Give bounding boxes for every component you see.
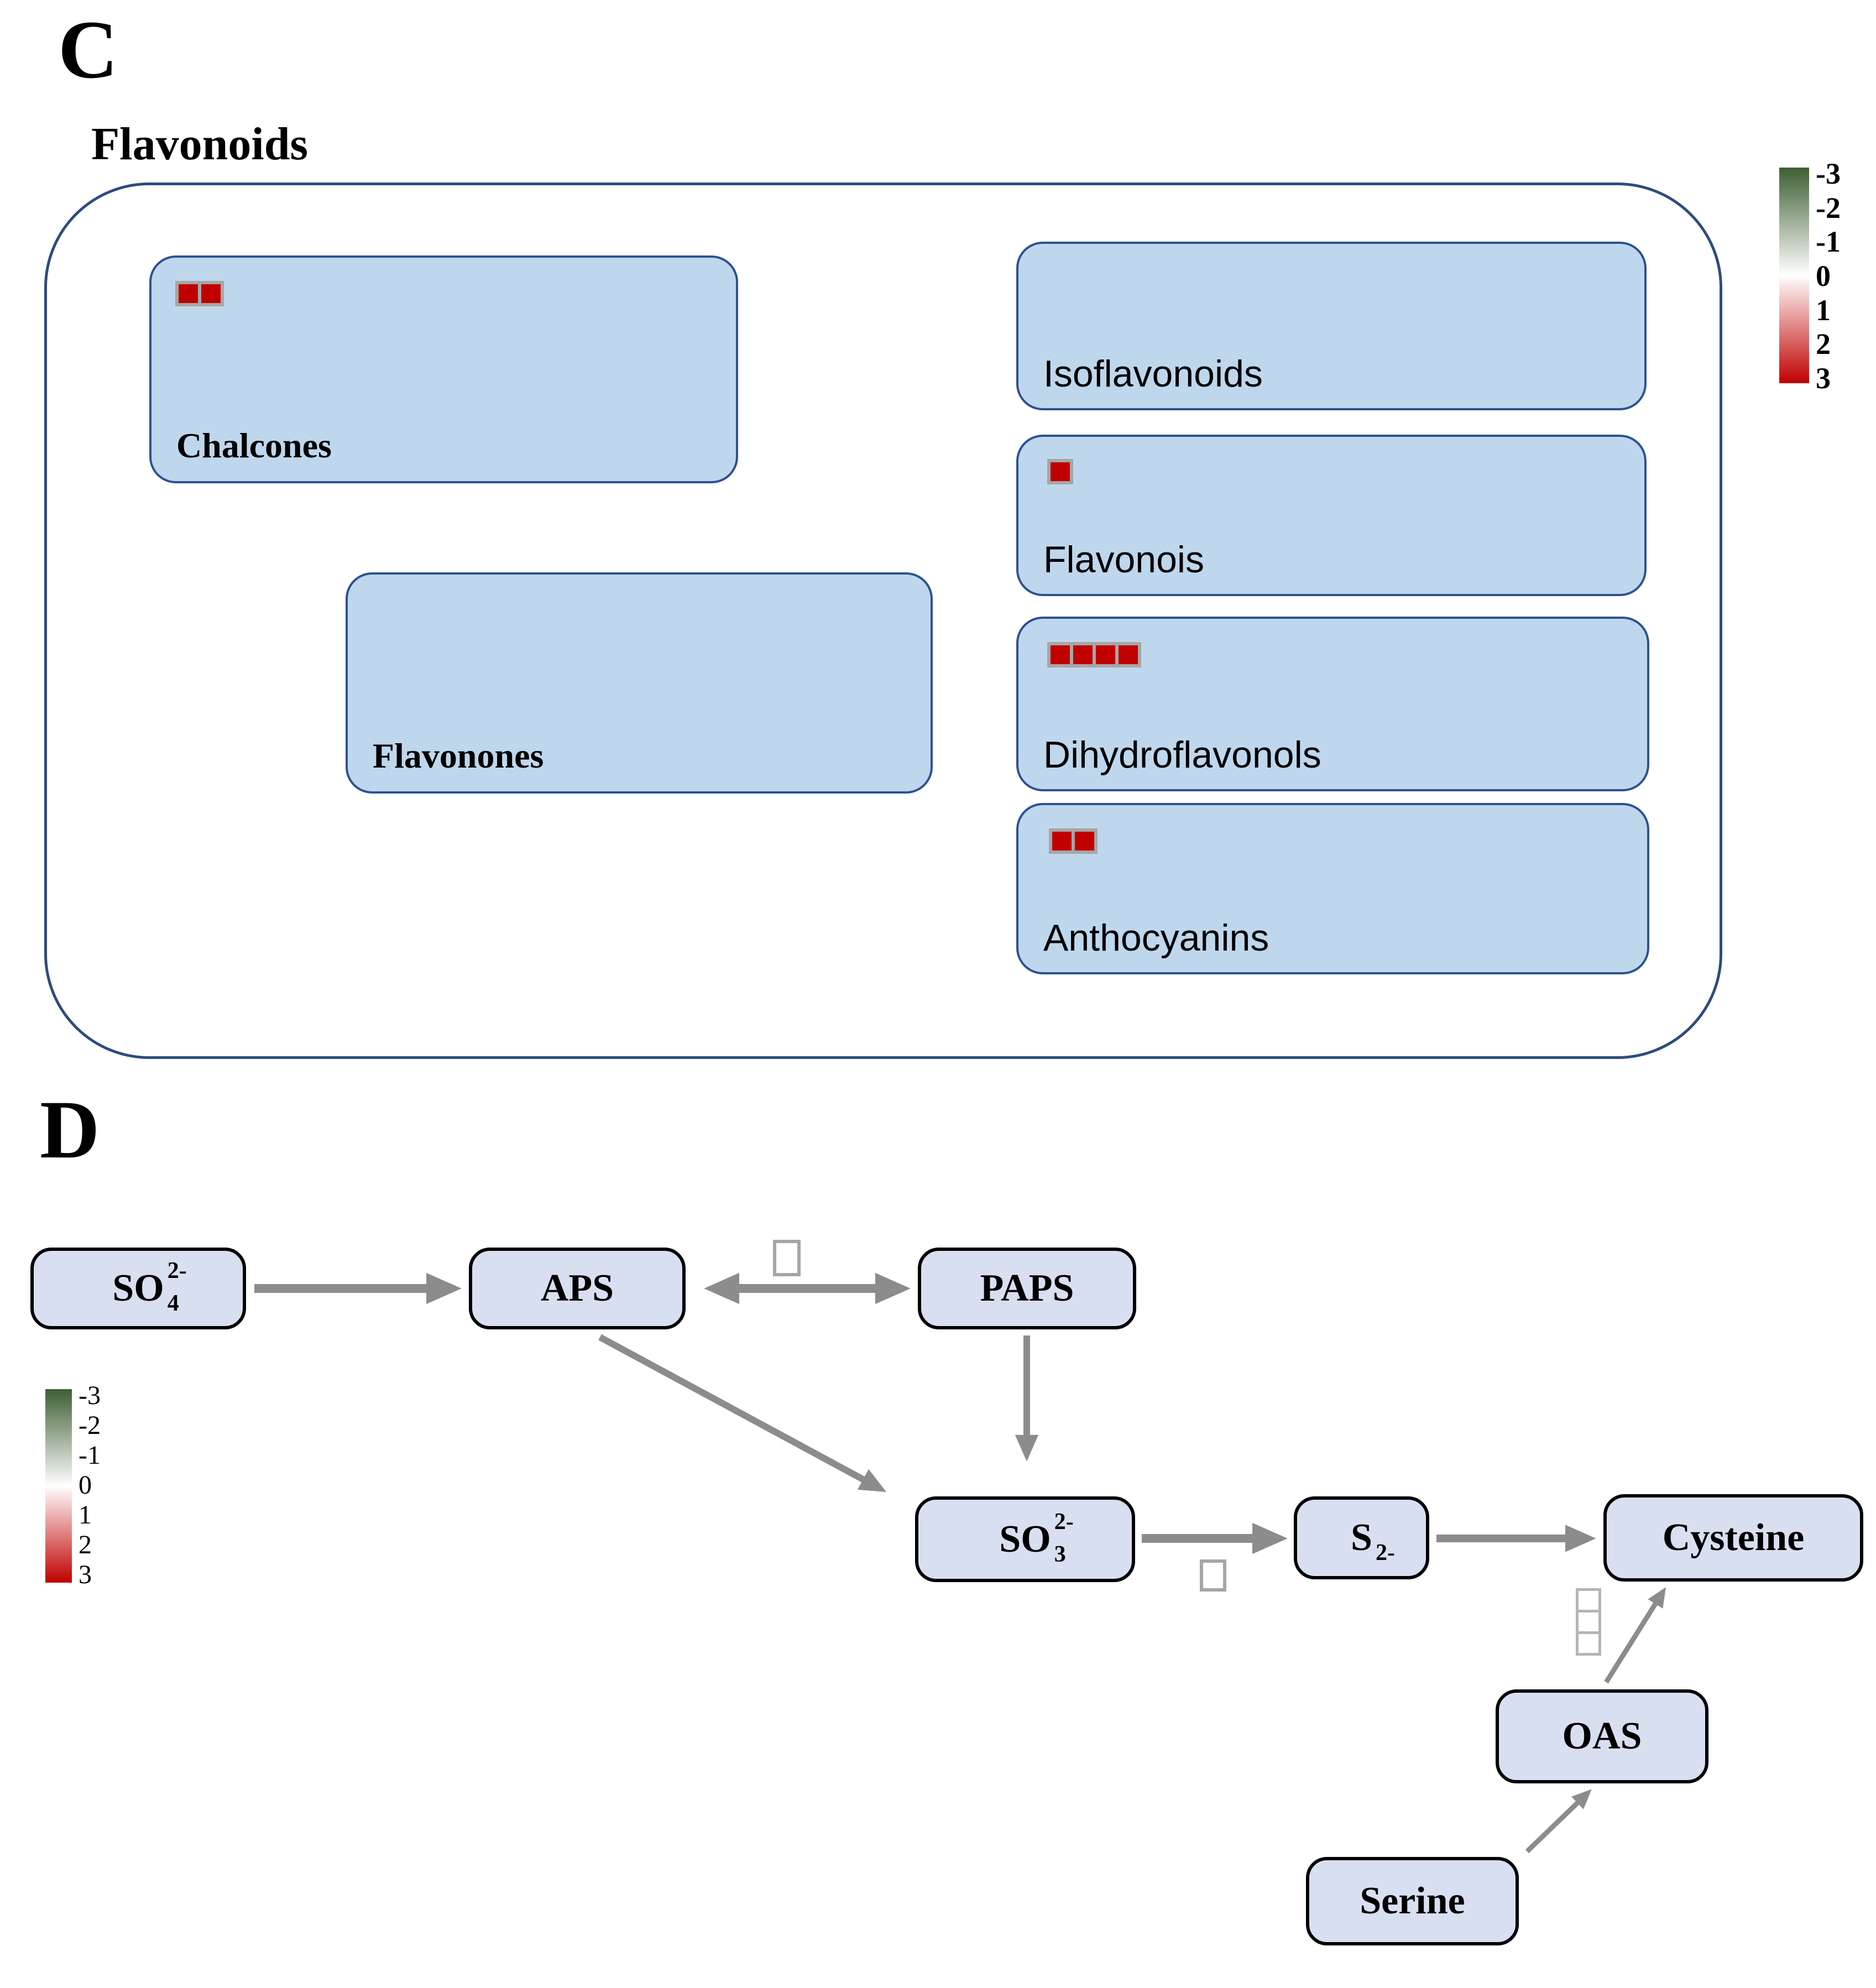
enzyme-placeholder-stack	[1576, 1588, 1601, 1656]
heatmap-strip-flavonois	[1047, 459, 1073, 484]
node-cysteine-label: Cysteine	[1662, 1516, 1805, 1559]
node-aps-label: APS	[540, 1267, 614, 1309]
box-flavonois-label: Flavonois	[1043, 539, 1205, 581]
node-serine-label: Serine	[1360, 1880, 1465, 1922]
heatmap-cell	[179, 284, 198, 303]
node-paps-label: PAPS	[980, 1267, 1074, 1309]
tick-label: 1	[1816, 293, 1831, 327]
panel-c-title: Flavonoids	[91, 118, 309, 170]
tick-label: 0	[79, 1470, 92, 1500]
color-scale-gradient-bar	[45, 1389, 72, 1583]
heatmap-strip-dihydroflavonols	[1047, 642, 1141, 667]
heatmap-cell	[1051, 645, 1070, 664]
node-sulfate-label: SO	[112, 1267, 164, 1309]
node-sulfite-label: SO	[999, 1517, 1051, 1561]
heatmap-cell	[1093, 645, 1115, 664]
box-dihydroflavonols	[1016, 617, 1649, 791]
color-scale-tick-labels	[1816, 159, 1841, 393]
enzyme-placeholder-square	[773, 1240, 801, 1276]
heatmap-cell	[1072, 832, 1094, 850]
tick-label: -3	[79, 1381, 101, 1410]
node-sulfate: SO 2- 4	[30, 1248, 246, 1329]
tick-label: -3	[1816, 157, 1841, 190]
arrow-serine-to-oas	[1527, 1793, 1588, 1851]
node-sulfide-label: S	[1351, 1516, 1372, 1559]
node-oas	[1496, 1689, 1708, 1783]
box-dihydroflavonols-label: Dihydroflavonols	[1043, 734, 1321, 776]
heatmap-cell	[1115, 645, 1138, 664]
color-scale-tick-labels	[79, 1382, 101, 1588]
panel-d-label: D	[40, 1084, 100, 1176]
box-chalcones	[149, 255, 738, 483]
box-flavonones-label: Flavonones	[373, 736, 544, 775]
heatmap-strip-chalcones	[175, 281, 224, 306]
box-anthocyanins-label: Anthocyanins	[1043, 917, 1269, 959]
tick-label: 0	[1816, 259, 1831, 293]
node-aps	[469, 1248, 686, 1329]
enzyme-placeholder-square	[1576, 1631, 1601, 1656]
box-isoflavonoids-label: Isoflavonoids	[1043, 353, 1263, 395]
tick-label: -1	[1816, 225, 1841, 259]
tick-label: 1	[79, 1500, 92, 1530]
tick-label: 3	[1816, 361, 1831, 395]
heatmap-cell	[1052, 832, 1072, 850]
arrow-aps-to-so3	[600, 1337, 880, 1489]
box-flavonones	[346, 572, 933, 794]
node-sulfide: S 2-	[1294, 1496, 1429, 1579]
tick-label: -1	[79, 1441, 101, 1470]
tick-label: 2	[1816, 327, 1831, 361]
node-paps	[918, 1248, 1136, 1329]
box-isoflavonoids	[1016, 242, 1647, 410]
node-oas-label: OAS	[1562, 1715, 1642, 1757]
tick-label: 2	[79, 1530, 92, 1559]
heatmap-cell	[198, 284, 221, 303]
heatmap-cell	[1051, 462, 1070, 481]
arrow-oas-to-cysteine	[1606, 1592, 1663, 1682]
heatmap-cell	[1070, 645, 1093, 664]
node-sulfite: SO 2- 3	[915, 1496, 1135, 1582]
heatmap-strip-anthocyanins	[1049, 828, 1098, 854]
enzyme-placeholder-square	[1200, 1559, 1226, 1592]
panel-c-label: C	[58, 4, 118, 96]
box-flavonois	[1016, 435, 1647, 596]
color-scale-gradient-bar	[1779, 168, 1809, 383]
node-cysteine	[1603, 1494, 1863, 1582]
box-anthocyanins	[1016, 803, 1649, 974]
enzyme-placeholder-square	[1576, 1610, 1601, 1634]
enzyme-placeholder-square	[1576, 1588, 1601, 1613]
tick-label: -2	[79, 1411, 101, 1440]
tick-label: -2	[1816, 191, 1841, 225]
box-chalcones-label: Chalcones	[176, 426, 332, 465]
tick-label: 3	[79, 1560, 92, 1589]
node-serine	[1306, 1857, 1519, 1945]
